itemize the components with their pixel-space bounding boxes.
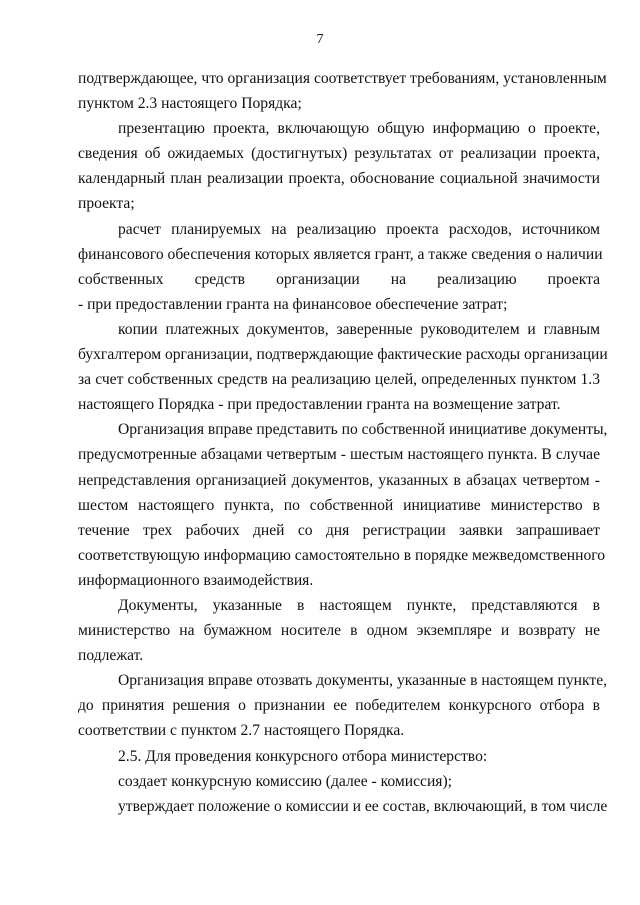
text-line: создает конкурсную комиссию (далее - комиссия); — [118, 772, 452, 790]
text-line: соответствующую информацию самостоятельно в порядке межведомственного — [78, 546, 606, 564]
paragraph — [78, 116, 600, 216]
text-line: соответствии с пунктом 2.7 настоящего Порядка. — [78, 722, 405, 740]
text-line: шестом настоящего пункта, по собственной инициативе министерство в — [78, 496, 600, 514]
paragraph — [78, 417, 608, 593]
text-line: за счет собственных средств на реализацию целей, определенных пунктом 1.3 — [78, 371, 600, 389]
paragraph — [78, 794, 608, 819]
text-line: - при предоставлении гранта на финансовое обеспечение затрат; — [78, 295, 508, 313]
text-line: пунктом 2.3 настоящего Порядка; — [78, 95, 302, 113]
paragraph — [78, 769, 600, 794]
paragraph — [78, 217, 603, 317]
text-line: Организация вправе отозвать документы, указанные в настоящем пункте, — [118, 672, 608, 690]
paragraph — [78, 744, 600, 769]
text-line: предусмотренные абзацами четвертым - шестым настоящего пункта. В случае — [78, 446, 600, 464]
text-line: подлежат. — [78, 647, 144, 665]
text-line: Документы, указанные в настоящем пункте, представляются в — [118, 596, 600, 614]
text-line: настоящего Порядка - при предоставлении гранта на возмещение затрат. — [78, 396, 561, 414]
text-line: непредставления организацией документов, указанных в абзацах четвертом - — [78, 471, 600, 489]
paragraph — [78, 668, 608, 743]
text-line: утверждает положение о комиссии и ее состав, включающий, в том числе — [118, 797, 608, 815]
page-number: 7 — [316, 32, 324, 47]
text-line: проекта; — [78, 195, 135, 213]
paragraph — [78, 317, 608, 417]
text-line: до принятия решения о признании ее победителем конкурсного отбора в — [78, 697, 600, 715]
text-line: сведения об ожидаемых (достигнутых) результатах от реализации проекта, — [78, 145, 600, 163]
text-line: расчет планируемых на реализацию проекта расходов, источником — [118, 220, 600, 238]
text-line: собственных средств организации на реализацию проекта — [78, 270, 600, 288]
paragraph — [78, 593, 600, 668]
paragraph — [78, 66, 607, 116]
text-line: течение трех рабочих дней со дня регистрации заявки запрашивает — [78, 521, 600, 539]
text-line: подтверждающее, что организация соответствует требованиям, установленным — [78, 70, 607, 87]
text-line: информационного взаимодействия. — [78, 571, 314, 589]
text-line: Организация вправе представить по собственной инициативе документы, — [118, 421, 608, 439]
text-line: календарный план реализации проекта, обоснование социальной значимости — [78, 170, 600, 188]
text-line: финансового обеспечения которых является грант, а также сведения о наличии — [78, 245, 603, 263]
text-line: копии платежных документов, заверенные руководителем и главным — [118, 320, 600, 338]
document-body — [78, 66, 608, 819]
text-line: презентацию проекта, включающую общую информацию о проекте, — [118, 120, 600, 138]
text-line: 2.5. Для проведения конкурсного отбора министерство: — [118, 747, 488, 765]
text-line: министерство на бумажном носителе в одном экземпляре и возврату не — [78, 622, 600, 640]
text-line: бухгалтером организации, подтверждающие фактические расходы организации — [78, 346, 608, 364]
